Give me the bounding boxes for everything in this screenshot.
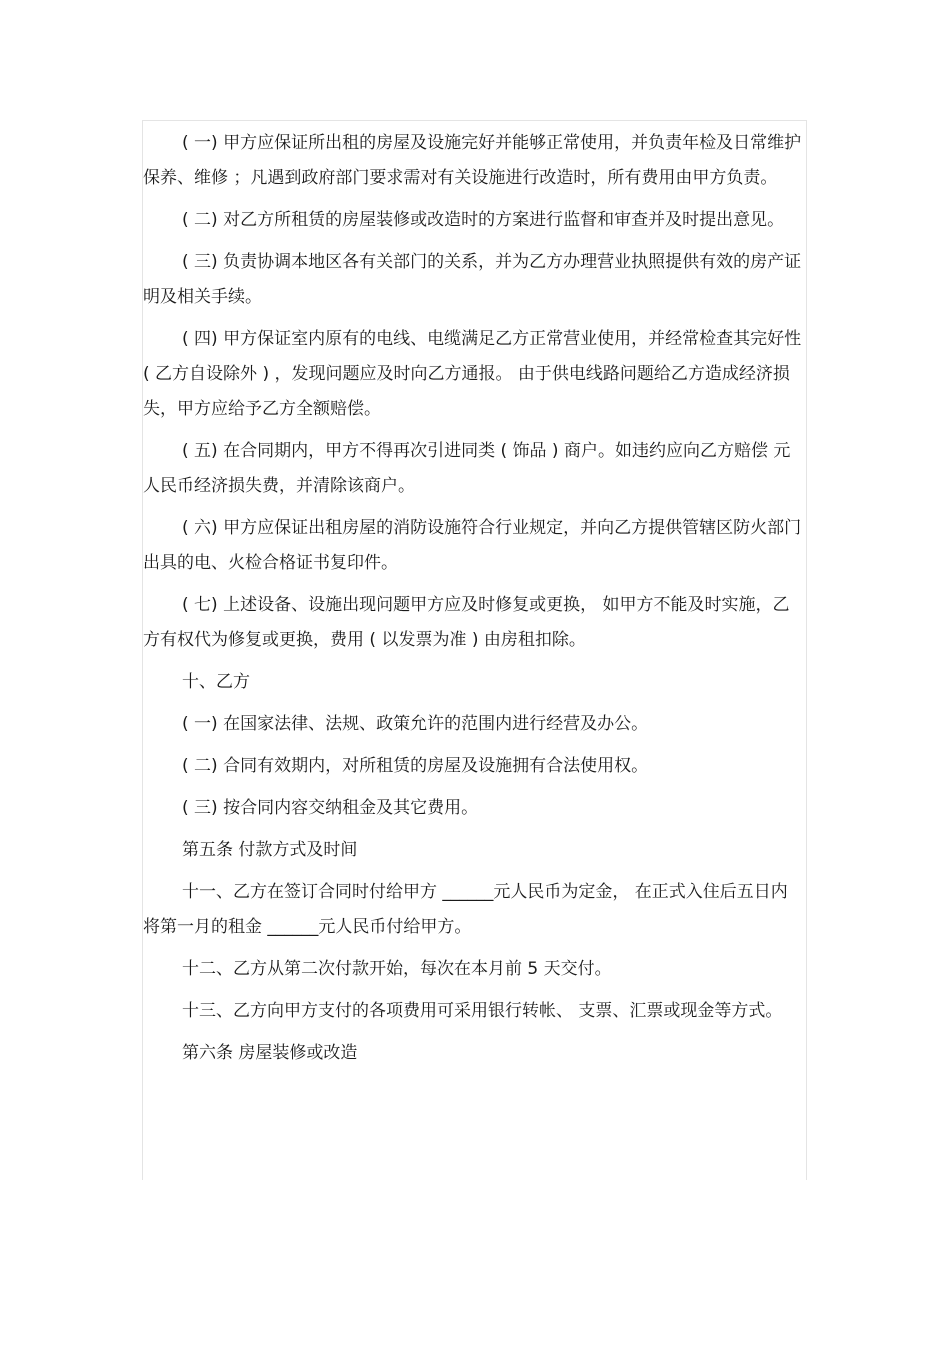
clause-jia-4: ( 四) 甲方保证室内原有的电线、电缆满足乙方正常营业使用，并经常检查其完好性 ( 乙方自设除外 ) ，发现问题应及时向乙方通报。 由于供电线路问题给乙方造成经济损失，甲方应给予乙方全额赔偿。 [143, 329, 802, 419]
clause-13: 十三、乙方向甲方支付的各项费用可采用银行转帐、 支票、汇票或现金等方式。 [182, 1001, 783, 1021]
clause-jia-6: ( 六) 甲方应保证出租房屋的消防设施符合行业规定，并向乙方提供管辖区防火部门出具的电、火检合格证书复印件。 [143, 518, 802, 573]
article-5-heading: 第五条 付款方式及时间 [182, 840, 358, 860]
clause-yi-3: ( 三) 按合同内容交纳租金及其它费用。 [182, 798, 479, 818]
clause-jia-5: ( 五) 在合同期内，甲方不得再次引进同类 ( 饰品 ) 商户。如违约应向乙方赔偿 元人民币经济损失费，并清除该商户。 [143, 441, 791, 496]
section-heading-yi: 十、乙方 [182, 672, 250, 692]
clause-11: 十一、乙方在签订合同时付给甲方 ______元人民币为定金， 在正式入住后五日内将第一月的租金 ______元人民币付给甲方。 [143, 882, 788, 937]
clause-jia-3: ( 三) 负责协调本地区各有关部门的关系，并为乙方办理营业执照提供有效的房产证明及相关手续。 [143, 252, 802, 307]
clause-jia-7: ( 七) 上述设备、设施出现问题甲方应及时修复或更换， 如甲方不能及时实施，乙方有权代为修复或更换，费用 ( 以发票为准 ) 由房租扣除。 [143, 595, 790, 650]
clause-yi-2: ( 二) 合同有效期内，对所租赁的房屋及设施拥有合法使用权。 [182, 756, 649, 776]
clause-12: 十二、乙方从第二次付款开始，每次在本月前 5 天交付。 [182, 959, 612, 979]
clause-jia-2: ( 二) 对乙方所租赁的房屋装修或改造时的方案进行监督和审查并及时提出意见。 [182, 210, 785, 230]
document-body [143, 126, 803, 1078]
article-6-heading: 第六条 房屋装修或改造 [182, 1043, 358, 1063]
clause-yi-1: ( 一) 在国家法律、法规、政策允许的范围内进行经营及办公。 [182, 714, 649, 734]
clause-jia-1: ( 一) 甲方应保证所出租的房屋及设施完好并能够正常使用，并负责年检及日常维护保养、维修 ；凡遇到政府部门要求需对有关设施进行改造时，所有费用由甲方负责。 [143, 133, 802, 188]
